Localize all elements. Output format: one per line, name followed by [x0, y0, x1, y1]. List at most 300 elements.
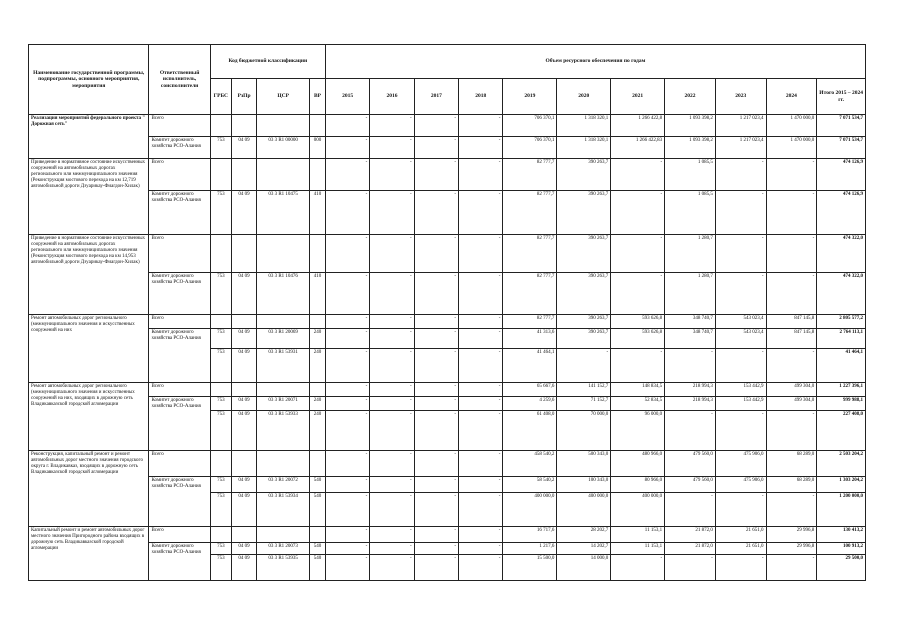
- header-total: Итого 2015 – 2024 гг.: [817, 79, 866, 115]
- value-cell: 15 500,0: [503, 555, 557, 581]
- table-row: [29, 527, 866, 543]
- value-cell: -: [611, 273, 665, 315]
- value-cell: -: [766, 273, 817, 315]
- value-cell: 153 442,9: [715, 383, 766, 397]
- value-cell: 458 540,2: [503, 451, 557, 477]
- value-cell: 706 370,1: [503, 115, 557, 137]
- total-cell: 2 764 113,1: [817, 329, 866, 349]
- value-cell: 1 085,5: [665, 191, 716, 235]
- table-row: [29, 477, 866, 493]
- value-cell: -: [414, 383, 458, 397]
- table-row: [29, 543, 866, 555]
- value-cell: -: [766, 191, 817, 235]
- value-cell: -: [459, 451, 503, 477]
- code-cell: 753: [210, 191, 231, 235]
- value-cell: 400 000,0: [503, 493, 557, 527]
- value-cell: -: [370, 235, 414, 273]
- responsible-cell: Комитет дорожного хозяйства РСО-Алания: [149, 329, 210, 383]
- code-cell: 03 3 R1 10476: [257, 273, 310, 315]
- code-cell: 410: [310, 191, 326, 235]
- value-cell: 1 470 000,0: [766, 137, 817, 159]
- code-cell: 03 3 R1 20072: [257, 477, 310, 493]
- code-cell: [231, 383, 256, 397]
- value-cell: -: [370, 315, 414, 329]
- value-cell: 82 777,7: [503, 273, 557, 315]
- value-cell: 479 560,0: [665, 451, 716, 477]
- code-cell: 540: [310, 493, 326, 527]
- value-cell: 593 626,8: [611, 315, 665, 329]
- code-cell: [210, 315, 231, 329]
- header-year: 2022: [665, 79, 716, 115]
- total-cell: 474 126,9: [817, 159, 866, 191]
- total-cell: 7 071 534,7: [817, 137, 866, 159]
- value-cell: 41 313,6: [503, 329, 557, 349]
- responsible-cell: Комитет дорожного хозяйства РСО-Алания: [149, 191, 210, 235]
- value-cell: 593 626,8: [611, 329, 665, 349]
- value-cell: 218 994,3: [665, 383, 716, 397]
- value-cell: 847 145,8: [766, 315, 817, 329]
- value-cell: -: [715, 411, 766, 451]
- value-cell: 400 000,0: [611, 493, 665, 527]
- value-cell: -: [325, 315, 369, 329]
- code-cell: 03 3 R1 53931: [257, 349, 310, 383]
- code-cell: 753: [210, 137, 231, 159]
- code-cell: [257, 451, 310, 477]
- value-cell: 1 217,6: [503, 543, 557, 555]
- code-cell: [231, 159, 256, 191]
- value-cell: -: [611, 349, 665, 383]
- value-cell: -: [325, 527, 369, 543]
- responsible-cell: Всего: [149, 235, 210, 273]
- header-budget-code: Код бюджетной классификации: [210, 45, 325, 79]
- value-cell: 1 266 422,83: [611, 137, 665, 159]
- value-cell: -: [370, 329, 414, 349]
- value-cell: -: [325, 411, 369, 451]
- header-year: 2019: [503, 79, 557, 115]
- value-cell: -: [665, 555, 716, 581]
- value-cell: -: [611, 159, 665, 191]
- code-cell: 03 3 R1 20069: [257, 329, 310, 349]
- program-name-cell: Приведение в нормативное состояние искусственных сооружений на автомобильных дорогах регионального или межмуниципального значения (Реконструкция мостового перехода на км 14,953 автомобильной дороги Дзуарикау-Фиагдон-Хилак): [29, 235, 149, 315]
- responsible-cell: Всего: [149, 115, 210, 137]
- code-cell: 240: [310, 397, 326, 411]
- table-row: [29, 191, 866, 235]
- value-cell: 1 280,7: [665, 235, 716, 273]
- code-cell: [210, 451, 231, 477]
- header-year: 2016: [370, 79, 414, 115]
- value-cell: 28 202,7: [557, 527, 611, 543]
- code-cell: 03 3 R1 20071: [257, 397, 310, 411]
- value-cell: -: [414, 527, 458, 543]
- value-cell: 400 000,0: [557, 493, 611, 527]
- code-cell: 04 09: [231, 493, 256, 527]
- value-cell: -: [325, 137, 369, 159]
- code-cell: [231, 115, 256, 137]
- total-cell: 2 503 204,2: [817, 451, 866, 477]
- code-cell: [310, 235, 326, 273]
- value-cell: -: [370, 527, 414, 543]
- responsible-cell: Всего: [149, 383, 210, 397]
- value-cell: -: [459, 315, 503, 329]
- value-cell: 82 777,7: [503, 235, 557, 273]
- value-cell: -: [766, 411, 817, 451]
- value-cell: -: [414, 349, 458, 383]
- total-cell: 227 408,0: [817, 411, 866, 451]
- value-cell: -: [370, 555, 414, 581]
- code-cell: 04 09: [231, 411, 256, 451]
- value-cell: 41 464,1: [503, 349, 557, 383]
- total-cell: 1 227 396,1: [817, 383, 866, 397]
- value-cell: 80 966,0: [611, 477, 665, 493]
- value-cell: 499 304,0: [766, 397, 817, 411]
- code-cell: [310, 527, 326, 543]
- value-cell: 100 343,0: [557, 477, 611, 493]
- value-cell: -: [766, 159, 817, 191]
- responsible-cell: Всего: [149, 451, 210, 477]
- value-cell: 1 217 023,4: [715, 137, 766, 159]
- value-cell: -: [715, 349, 766, 383]
- program-name-cell: Ремонт автомобильных дорог регионального (межмуниципального значения и искусственных сооружений на них, входящих в дорожную сеть Владикавказской городской агломерации: [29, 383, 149, 451]
- value-cell: 348 740,7: [665, 329, 716, 349]
- header-year: 2021: [611, 79, 665, 115]
- program-name-cell: Приведение в нормативное состояние искусственных сооружений на автомобильных дорогах регионального или межмуниципального значения (Реконструкция мостового перехода на км 12,719 автомобильной дороги Дзуарикау-Фиагдон-Хилак): [29, 159, 149, 235]
- value-cell: -: [414, 273, 458, 315]
- table-row: [29, 451, 866, 477]
- value-cell: 1 470 000,0: [766, 115, 817, 137]
- header-year: 2018: [459, 79, 503, 115]
- header-code-col: ВР: [310, 79, 326, 115]
- value-cell: 1 217 023,4: [715, 115, 766, 137]
- value-cell: -: [414, 555, 458, 581]
- value-cell: -: [414, 235, 458, 273]
- header-year: 2024: [766, 79, 817, 115]
- header-code-col: РзПр: [231, 79, 256, 115]
- total-cell: 2 805 577,2: [817, 315, 866, 329]
- value-cell: 21 651,0: [715, 527, 766, 543]
- value-cell: 82 777,7: [503, 191, 557, 235]
- value-cell: 29 996,8: [766, 543, 817, 555]
- value-cell: -: [715, 191, 766, 235]
- value-cell: 1 093 398,2: [665, 115, 716, 137]
- total-cell: 130 413,2: [817, 527, 866, 543]
- responsible-cell: Комитет дорожного хозяйства РСО-Алания: [149, 137, 210, 159]
- table-row: [29, 115, 866, 137]
- code-cell: 03 3 R1 20073: [257, 543, 310, 555]
- responsible-cell: Всего: [149, 527, 210, 543]
- value-cell: -: [370, 115, 414, 137]
- value-cell: -: [414, 411, 458, 451]
- value-cell: 82 777,7: [503, 159, 557, 191]
- code-cell: [210, 159, 231, 191]
- code-cell: [310, 159, 326, 191]
- value-cell: 390 263,7: [557, 273, 611, 315]
- value-cell: -: [766, 555, 817, 581]
- value-cell: -: [611, 191, 665, 235]
- code-cell: 03 3 R1 53933: [257, 411, 310, 451]
- total-cell: 7 071 534,7: [817, 115, 866, 137]
- value-cell: 21 872,0: [665, 543, 716, 555]
- value-cell: -: [414, 543, 458, 555]
- code-cell: 540: [310, 543, 326, 555]
- value-cell: -: [370, 349, 414, 383]
- code-cell: [310, 451, 326, 477]
- header-year: 2023: [715, 79, 766, 115]
- responsible-cell: Всего: [149, 159, 210, 191]
- value-cell: -: [459, 349, 503, 383]
- code-cell: [231, 315, 256, 329]
- total-cell: 999 988,1: [817, 397, 866, 411]
- header-year: 2020: [557, 79, 611, 115]
- value-cell: -: [325, 383, 369, 397]
- value-cell: 58 540,2: [503, 477, 557, 493]
- value-cell: -: [325, 451, 369, 477]
- code-cell: 04 09: [231, 477, 256, 493]
- code-cell: 04 09: [231, 273, 256, 315]
- value-cell: 390 263,7: [557, 235, 611, 273]
- value-cell: -: [459, 329, 503, 349]
- budget-table-sheet: [28, 44, 866, 581]
- value-cell: -: [325, 235, 369, 273]
- value-cell: 4 259,6: [503, 397, 557, 411]
- code-cell: 540: [310, 477, 326, 493]
- value-cell: -: [325, 115, 369, 137]
- value-cell: 499 304,0: [766, 383, 817, 397]
- value-cell: 1 318 320,1: [557, 137, 611, 159]
- value-cell: -: [459, 543, 503, 555]
- value-cell: -: [414, 329, 458, 349]
- value-cell: 847 145,8: [766, 329, 817, 349]
- value-cell: 390 263,7: [557, 329, 611, 349]
- program-name-cell: Реализация мероприятий федерального проекта " Дорожная сеть": [29, 115, 149, 159]
- value-cell: 543 023,4: [715, 315, 766, 329]
- value-cell: 52 834,5: [611, 397, 665, 411]
- value-cell: 1 280,7: [665, 273, 716, 315]
- value-cell: -: [611, 235, 665, 273]
- table-row: [29, 383, 866, 397]
- value-cell: 479 560,0: [665, 477, 716, 493]
- header-year: 2017: [414, 79, 458, 115]
- value-cell: 1 093 398,2: [665, 137, 716, 159]
- code-cell: [257, 527, 310, 543]
- value-cell: -: [370, 411, 414, 451]
- code-cell: 04 09: [231, 543, 256, 555]
- value-cell: -: [715, 493, 766, 527]
- value-cell: 390 263,7: [557, 315, 611, 329]
- value-cell: 11 153,1: [611, 543, 665, 555]
- total-cell: 474 322,0: [817, 235, 866, 273]
- value-cell: 480 966,0: [611, 451, 665, 477]
- value-cell: -: [325, 349, 369, 383]
- value-cell: -: [459, 477, 503, 493]
- code-cell: [257, 115, 310, 137]
- code-cell: 753: [210, 477, 231, 493]
- code-cell: [210, 115, 231, 137]
- code-cell: 03 3 R1 53935: [257, 555, 310, 581]
- value-cell: -: [370, 137, 414, 159]
- value-cell: 68 289,0: [766, 451, 817, 477]
- total-cell: 474 322,0: [817, 273, 866, 315]
- value-cell: -: [459, 235, 503, 273]
- header-code-col: ГРБС: [210, 79, 231, 115]
- responsible-cell: Комитет дорожного хозяйства РСО-Алания: [149, 397, 210, 451]
- table-row: [29, 137, 866, 159]
- code-cell: 753: [210, 411, 231, 451]
- code-cell: [231, 235, 256, 273]
- value-cell: -: [459, 555, 503, 581]
- value-cell: -: [766, 235, 817, 273]
- value-cell: -: [414, 451, 458, 477]
- code-cell: [231, 451, 256, 477]
- value-cell: 96 000,0: [611, 411, 665, 451]
- code-cell: 04 09: [231, 191, 256, 235]
- code-cell: [310, 115, 326, 137]
- value-cell: 153 442,9: [715, 397, 766, 411]
- value-cell: 16 717,6: [503, 527, 557, 543]
- code-cell: 753: [210, 555, 231, 581]
- value-cell: -: [370, 477, 414, 493]
- code-cell: 753: [210, 543, 231, 555]
- value-cell: -: [325, 555, 369, 581]
- value-cell: -: [665, 349, 716, 383]
- value-cell: -: [325, 273, 369, 315]
- responsible-cell: Комитет дорожного хозяйства РСО-Алания: [149, 543, 210, 581]
- value-cell: -: [459, 273, 503, 315]
- value-cell: -: [325, 493, 369, 527]
- value-cell: -: [715, 273, 766, 315]
- total-cell: 100 913,2: [817, 543, 866, 555]
- code-cell: 03 3 R1 00000: [257, 137, 310, 159]
- value-cell: -: [459, 191, 503, 235]
- table-row: [29, 397, 866, 411]
- program-name-cell: Капитальный ремонт и ремонт автомобильных дорог местного значения Пригородного района входящих в дорожную сеть Владикавказской городской агломерации: [29, 527, 149, 581]
- code-cell: [257, 383, 310, 397]
- code-cell: 540: [310, 555, 326, 581]
- value-cell: 475 906,0: [715, 451, 766, 477]
- value-cell: -: [459, 527, 503, 543]
- code-cell: 04 09: [231, 555, 256, 581]
- code-cell: 240: [310, 329, 326, 349]
- code-cell: 000: [310, 137, 326, 159]
- value-cell: 71 152,7: [557, 397, 611, 411]
- value-cell: -: [370, 397, 414, 411]
- code-cell: 03 3 R1 10475: [257, 191, 310, 235]
- value-cell: 475 906,0: [715, 477, 766, 493]
- value-cell: -: [370, 493, 414, 527]
- code-cell: [210, 527, 231, 543]
- code-cell: 753: [210, 273, 231, 315]
- code-cell: 04 09: [231, 397, 256, 411]
- responsible-cell: Комитет дорожного хозяйства РСО-Алания: [149, 477, 210, 527]
- value-cell: -: [459, 137, 503, 159]
- resource-table: [28, 44, 866, 581]
- value-cell: -: [459, 493, 503, 527]
- value-cell: -: [611, 555, 665, 581]
- total-cell: 474 126,9: [817, 191, 866, 235]
- total-cell: 29 500,0: [817, 555, 866, 581]
- value-cell: 68 289,0: [766, 477, 817, 493]
- code-cell: 240: [310, 349, 326, 383]
- value-cell: 348 740,7: [665, 315, 716, 329]
- value-cell: -: [414, 397, 458, 411]
- value-cell: -: [459, 383, 503, 397]
- value-cell: -: [459, 115, 503, 137]
- code-cell: [310, 383, 326, 397]
- program-name-cell: Ремонт автомобильных дорог регионального (межмуниципального значения и искусственных сооружений на них: [29, 315, 149, 383]
- table-row: [29, 273, 866, 315]
- value-cell: -: [766, 349, 817, 383]
- value-cell: -: [325, 329, 369, 349]
- code-cell: 04 09: [231, 349, 256, 383]
- value-cell: 148 834,5: [611, 383, 665, 397]
- value-cell: 21 872,0: [665, 527, 716, 543]
- code-cell: 753: [210, 397, 231, 411]
- value-cell: -: [459, 411, 503, 451]
- value-cell: -: [325, 543, 369, 555]
- value-cell: -: [557, 349, 611, 383]
- value-cell: -: [414, 493, 458, 527]
- value-cell: -: [370, 451, 414, 477]
- value-cell: 1 266 422,8: [611, 115, 665, 137]
- responsible-cell: Всего: [149, 315, 210, 329]
- value-cell: 141 152,7: [557, 383, 611, 397]
- value-cell: 1 318 320,1: [557, 115, 611, 137]
- code-cell: 04 09: [231, 329, 256, 349]
- code-cell: 03 3 R1 53934: [257, 493, 310, 527]
- table-row: [29, 315, 866, 329]
- code-cell: [257, 235, 310, 273]
- responsible-cell: Комитет дорожного хозяйства РСО-Алания: [149, 273, 210, 315]
- total-cell: 41 464,1: [817, 349, 866, 383]
- value-cell: -: [325, 477, 369, 493]
- total-cell: 1 200 000,0: [817, 493, 866, 527]
- value-cell: -: [414, 115, 458, 137]
- value-cell: -: [370, 273, 414, 315]
- value-cell: -: [370, 191, 414, 235]
- code-cell: [310, 315, 326, 329]
- value-cell: -: [325, 191, 369, 235]
- value-cell: 14 000,0: [557, 555, 611, 581]
- header-volume: Объем ресурсного обеспечения по годам: [325, 45, 865, 79]
- value-cell: 1 085,5: [665, 159, 716, 191]
- code-cell: [231, 527, 256, 543]
- program-name-cell: Реконструкция, капитальный ремонт и ремонт автомобильных дорог местного значения городского округа г. Владикавказ, входящих в дорожную сеть Владикавказской городской агломерации: [29, 451, 149, 527]
- code-cell: [210, 383, 231, 397]
- value-cell: -: [459, 397, 503, 411]
- value-cell: -: [414, 477, 458, 493]
- value-cell: -: [665, 411, 716, 451]
- value-cell: 65 667,6: [503, 383, 557, 397]
- total-cell: 1 303 204,2: [817, 477, 866, 493]
- value-cell: -: [414, 159, 458, 191]
- value-cell: 14 202,7: [557, 543, 611, 555]
- value-cell: 706 370,1: [503, 137, 557, 159]
- code-cell: [210, 235, 231, 273]
- value-cell: -: [414, 137, 458, 159]
- header-code-col: ЦСР: [257, 79, 310, 115]
- value-cell: -: [715, 159, 766, 191]
- value-cell: -: [370, 383, 414, 397]
- code-cell: 240: [310, 411, 326, 451]
- value-cell: -: [414, 315, 458, 329]
- code-cell: 410: [310, 273, 326, 315]
- value-cell: 543 023,4: [715, 329, 766, 349]
- value-cell: -: [370, 543, 414, 555]
- value-cell: 390 263,7: [557, 191, 611, 235]
- value-cell: 82 777,7: [503, 315, 557, 329]
- value-cell: 61 408,0: [503, 411, 557, 451]
- value-cell: -: [665, 493, 716, 527]
- value-cell: 218 994,3: [665, 397, 716, 411]
